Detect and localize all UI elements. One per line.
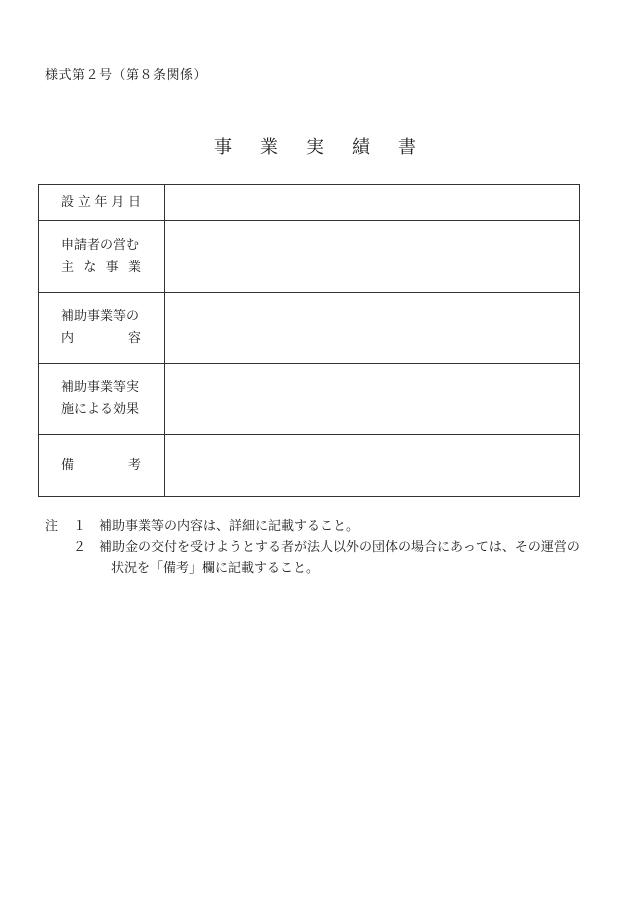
row-value-field[interactable]: [165, 221, 580, 293]
row-value-field[interactable]: [165, 185, 580, 221]
note-item-2: [45, 537, 595, 558]
label-char: 業: [127, 259, 141, 275]
label-char: 立: [77, 194, 91, 210]
row-label: [39, 364, 165, 435]
form-number: 様式第２号（第８条関係）: [45, 68, 208, 83]
label-line: [61, 192, 141, 214]
notes-section: [45, 516, 595, 579]
table-row: [39, 221, 580, 293]
notes-head: 注: [45, 519, 59, 534]
table-row: [39, 293, 580, 364]
note-number: １: [73, 519, 87, 534]
label-char: 設: [61, 194, 75, 210]
label-char: 主: [61, 259, 75, 275]
label-char: 日: [127, 194, 141, 210]
row-label: [39, 435, 165, 497]
row-value-field[interactable]: [165, 293, 580, 364]
label-line: 施による効果: [61, 402, 140, 417]
label-line: 申請者の営む: [61, 237, 140, 253]
label-char: 月: [111, 194, 125, 210]
note-number: ２: [73, 540, 87, 555]
report-table: [38, 184, 580, 497]
table-row: [39, 185, 580, 221]
row-value-field[interactable]: [165, 435, 580, 497]
note-text: 補助金の交付を受けようとする者が法人以外の団体の場合にあっては、その運営の: [99, 540, 580, 555]
note-item-1: [45, 516, 595, 537]
label-char: 考: [127, 457, 141, 473]
table-row: [39, 364, 580, 435]
row-value-field[interactable]: [165, 364, 580, 435]
row-label: [39, 293, 165, 364]
label-line: 補助事業等実: [61, 380, 140, 395]
label-char: 容: [127, 331, 141, 346]
label-char: 備: [61, 457, 75, 473]
label-char: 事: [105, 259, 119, 275]
table-row: [39, 435, 580, 497]
document-title: 事業実績書: [214, 137, 444, 158]
label-line: 補助事業等の: [61, 309, 140, 324]
row-label: [39, 221, 165, 293]
label-char: な: [83, 259, 97, 275]
note-text: 補助事業等の内容は、詳細に記載すること。: [99, 519, 360, 534]
label-line: [61, 257, 141, 279]
row-label: [39, 185, 165, 221]
label-line: [61, 455, 141, 477]
label-char: 年: [94, 194, 108, 210]
note-text-continuation: 状況を「備考」欄に記載すること。: [111, 561, 320, 576]
label-line: [61, 328, 141, 350]
label-char: 内: [61, 331, 75, 346]
